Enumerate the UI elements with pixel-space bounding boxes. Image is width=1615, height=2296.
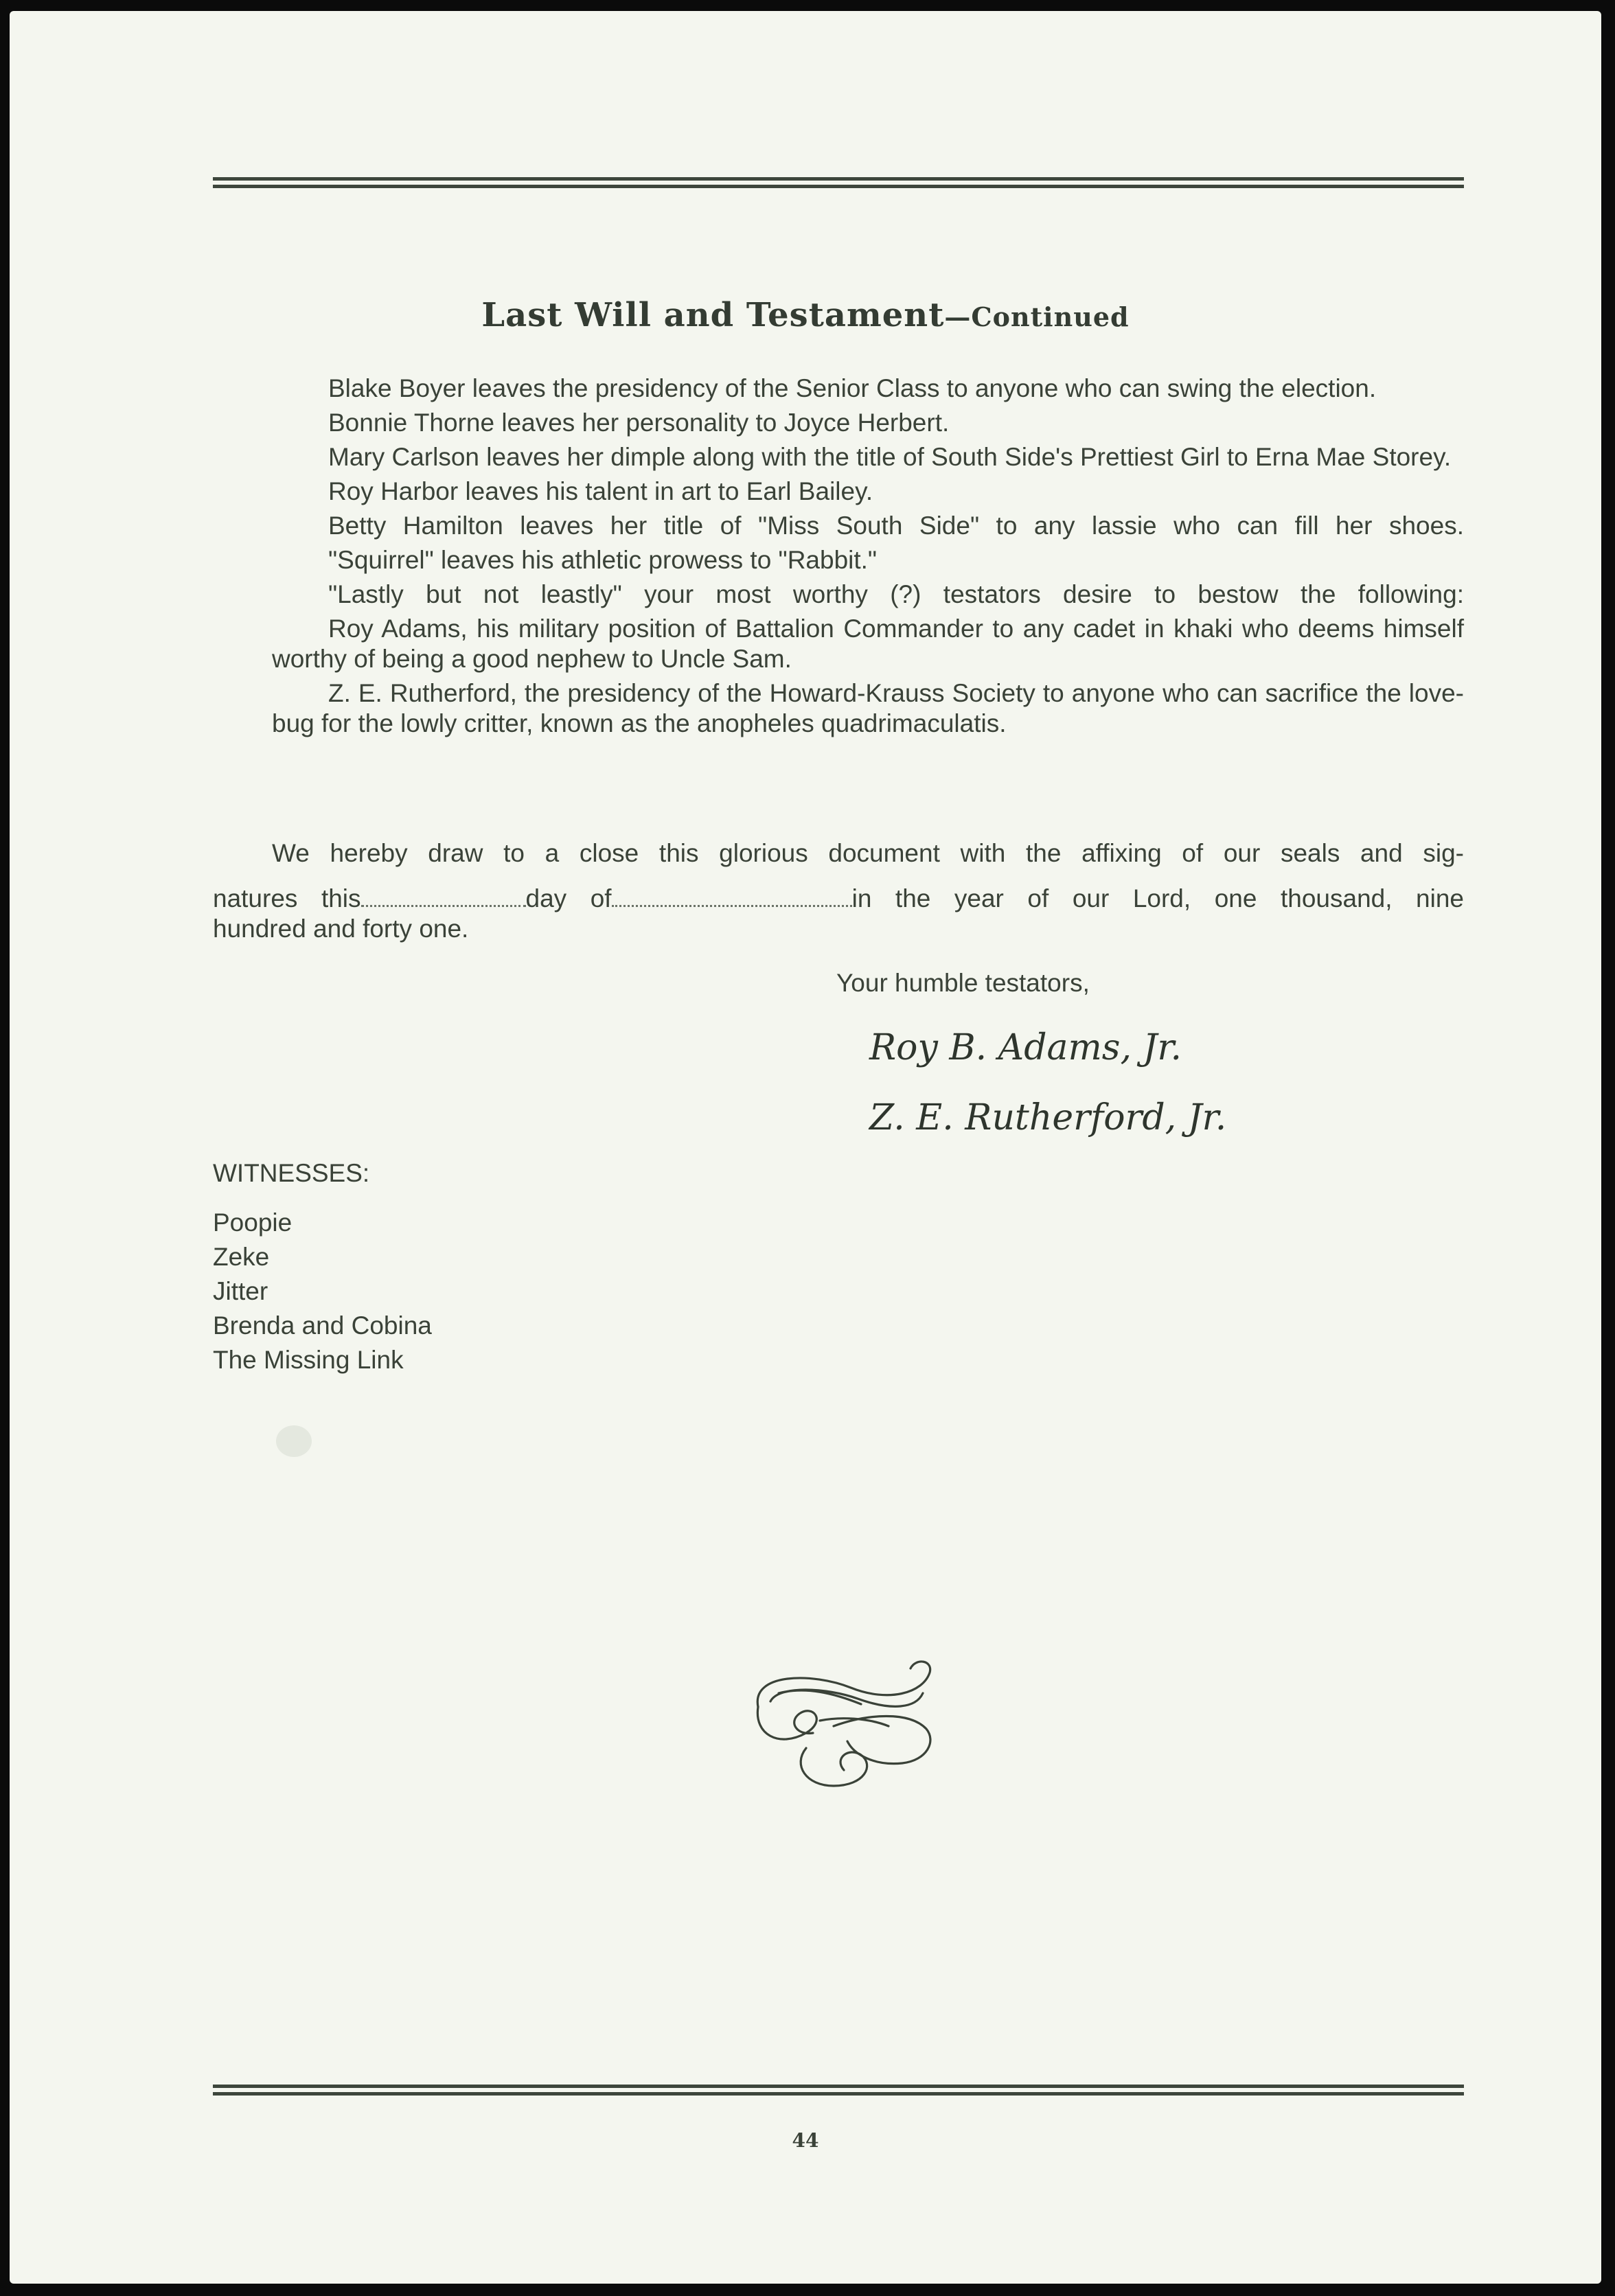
bequest-paragraph: Z. E. Rutherford, the presidency of the Howard-Krauss Society to anyone who can sacrifice the love-bug for the lowly critter, known as the anopheles quadrimaculatis. — [272, 679, 1464, 737]
bequest-list — [272, 374, 1464, 743]
bottom-double-rule — [213, 2085, 1464, 2096]
title-suffix: —Continued — [944, 301, 1130, 332]
witnesses-heading: WITNESSES: — [213, 1159, 370, 1187]
witness-list — [213, 1206, 432, 1377]
bequest-paragraph: "Lastly but not leastly" your most worthy (?) testators desire to bestow the following: — [328, 580, 1464, 608]
closing-paragraph — [213, 838, 1464, 944]
signature-2: Z. E. Rutherford, Jr. — [869, 1097, 1227, 1138]
title-text: Last Will and Testament — [481, 296, 945, 334]
witness-name: Brenda and Cobina — [213, 1311, 432, 1340]
closing-line-3: hundred and forty one. — [213, 915, 469, 943]
flourish-ornament-icon — [731, 1645, 950, 1810]
page-title — [10, 296, 1601, 334]
bequest-paragraph: "Squirrel" leaves his athletic prowess to "Rabbit." — [328, 546, 878, 574]
closing-part-a: natures this — [213, 884, 361, 912]
day-blank — [361, 890, 526, 907]
paper-smudge — [276, 1425, 312, 1457]
page-number: 44 — [792, 2129, 819, 2152]
month-blank — [612, 890, 852, 907]
signature-1: Roy B. Adams, Jr. — [869, 1027, 1182, 1068]
signoff-intro: Your humble testators, — [836, 969, 1090, 997]
closing-line-2 — [213, 884, 1464, 914]
witness-name: Zeke — [213, 1243, 270, 1271]
closing-line-1: We hereby draw to a close this glorious document with the affixing of our seals and sig- — [272, 839, 1464, 867]
bequest-paragraph: Mary Carlson leaves her dimple along with the title of South Side's Prettiest Girl to Erna Mae Storey. — [328, 443, 1452, 471]
top-double-rule — [213, 177, 1464, 188]
bequest-paragraph: Roy Adams, his military position of Battalion Commander to any cadet in khaki who deems himself worthy of being a good nephew to Uncle Sam. — [272, 615, 1464, 673]
closing-part-c: in the year of our Lord, one thousand, nine — [851, 884, 1464, 912]
bequest-paragraph: Blake Boyer leaves the presidency of the Senior Class to anyone who can swing the election. — [328, 374, 1377, 402]
bequest-paragraph: Roy Harbor leaves his talent in art to Earl Bailey. — [328, 477, 873, 505]
witness-name: The Missing Link — [213, 1346, 404, 1374]
bequest-paragraph: Bonnie Thorne leaves her personality to Joyce Herbert. — [328, 409, 950, 437]
document-page — [10, 11, 1601, 2284]
bequest-paragraph: Betty Hamilton leaves her title of "Miss South Side" to any lassie who can fill her shoes. — [328, 512, 1464, 540]
witness-name: Jitter — [213, 1277, 268, 1305]
closing-part-b: day of — [525, 884, 612, 912]
witness-name: Poopie — [213, 1208, 293, 1237]
